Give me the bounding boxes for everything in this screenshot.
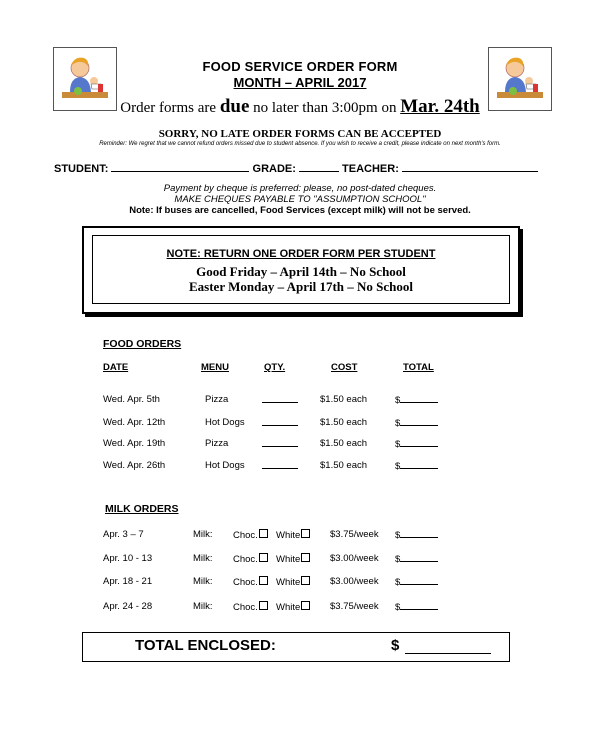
choc-checkbox[interactable]: Choc. — [233, 529, 268, 541]
food-qty-field[interactable] — [262, 438, 298, 450]
food-cost: $1.50 each — [320, 417, 368, 428]
note-box — [82, 226, 520, 314]
due-word: due — [219, 96, 250, 117]
col-menu: MENU — [201, 362, 229, 373]
milk-label: Milk: — [193, 576, 213, 587]
grade-label: GRADE: — [252, 163, 296, 175]
col-total: TOTAL — [403, 362, 434, 373]
milk-orders-heading: MILK ORDERS — [105, 503, 179, 515]
milk-cost: $3.00/week — [330, 576, 379, 587]
choc-checkbox[interactable]: Choc. — [233, 601, 268, 613]
col-date: DATE — [103, 362, 129, 373]
teacher-field[interactable] — [402, 161, 538, 172]
choc-checkbox[interactable]: Choc. — [233, 576, 268, 588]
cheque-payable-note: MAKE CHEQUES PAYABLE TO "ASSUMPTION SCHOOL" — [174, 194, 426, 205]
food-date: Wed. Apr. 12th — [103, 417, 166, 428]
milk-dates: Apr. 3 – 7 — [103, 529, 144, 540]
food-menu: Hot Dogs — [205, 417, 245, 428]
col-cost: COST — [331, 362, 358, 373]
student-field[interactable] — [111, 161, 249, 172]
note-box-inner — [92, 235, 510, 304]
milk-cost: $3.75/week — [330, 601, 379, 612]
food-total-field[interactable]: $ — [395, 460, 438, 472]
bus-cancel-note: Note: If buses are cancelled, Food Services (except milk) will not be served. — [129, 205, 471, 216]
white-checkbox[interactable]: White — [276, 601, 310, 613]
milk-total-field[interactable]: $ — [395, 601, 438, 613]
payment-note: Payment by cheque is preferred: please, no post-dated cheques. — [163, 183, 437, 194]
food-total-field[interactable]: $ — [395, 394, 438, 406]
food-qty-field[interactable] — [262, 417, 298, 429]
holiday-easter-monday: Easter Monday – April 17th – No School — [188, 279, 414, 294]
milk-total-field[interactable]: $ — [395, 529, 438, 541]
food-cost: $1.50 each — [320, 394, 368, 405]
food-menu: Hot Dogs — [205, 460, 245, 471]
milk-label: Milk: — [193, 601, 213, 612]
total-enclosed-box — [82, 632, 510, 662]
food-qty-field[interactable] — [262, 394, 298, 406]
choc-checkbox[interactable]: Choc. — [233, 553, 268, 565]
due-date: Mar. 24th — [400, 96, 480, 117]
food-cost: $1.50 each — [320, 438, 368, 449]
milk-dates: Apr. 18 - 21 — [103, 576, 153, 587]
form-month: MONTH – APRIL 2017 — [233, 75, 367, 90]
food-orders-heading: FOOD ORDERS — [103, 338, 182, 350]
student-label: STUDENT: — [54, 163, 109, 175]
teacher-label: TEACHER: — [342, 163, 399, 175]
milk-dates: Apr. 10 - 13 — [103, 553, 153, 564]
total-enclosed-label: TOTAL ENCLOSED: — [135, 637, 276, 654]
food-qty-field[interactable] — [262, 460, 298, 472]
food-menu: Pizza — [205, 394, 229, 405]
due-line — [0, 96, 600, 118]
white-checkbox[interactable]: White — [276, 553, 310, 565]
form-title: FOOD SERVICE ORDER FORM — [202, 59, 398, 74]
col-qty: QTY. — [264, 362, 286, 373]
food-total-field[interactable]: $ — [395, 438, 438, 450]
milk-dates: Apr. 24 - 28 — [103, 601, 153, 612]
grade-field[interactable] — [299, 161, 339, 172]
milk-cost: $3.75/week — [330, 529, 379, 540]
due-prefix: Order forms are — [120, 100, 220, 116]
total-dollar-sign: $ — [391, 637, 400, 654]
white-checkbox[interactable]: White — [276, 576, 310, 588]
food-total-field[interactable]: $ — [395, 417, 438, 429]
milk-label: Milk: — [193, 529, 213, 540]
milk-label: Milk: — [193, 553, 213, 564]
food-date: Wed. Apr. 19th — [103, 438, 166, 449]
food-date: Wed. Apr. 26th — [103, 460, 166, 471]
student-info-row — [54, 161, 538, 175]
milk-total-field[interactable]: $ — [395, 576, 438, 588]
white-checkbox[interactable]: White — [276, 529, 310, 541]
milk-total-field[interactable]: $ — [395, 553, 438, 565]
food-menu: Pizza — [205, 438, 229, 449]
late-notice: SORRY, NO LATE ORDER FORMS CAN BE ACCEPTED — [158, 128, 442, 140]
reminder-note: Reminder: We regret that we cannot refund orders missed due to student absence. If you wish to receive a credit, please indicate on next month's form. — [99, 141, 501, 147]
milk-cost: $3.00/week — [330, 553, 379, 564]
food-date: Wed. Apr. 5th — [103, 394, 160, 405]
food-cost: $1.50 each — [320, 460, 368, 471]
note-title: NOTE: RETURN ONE ORDER FORM PER STUDENT — [166, 248, 436, 260]
holiday-good-friday: Good Friday – April 14th – No School — [196, 264, 406, 279]
due-middle: no later than 3:00pm on — [249, 100, 401, 116]
total-enclosed-field[interactable] — [405, 653, 491, 654]
